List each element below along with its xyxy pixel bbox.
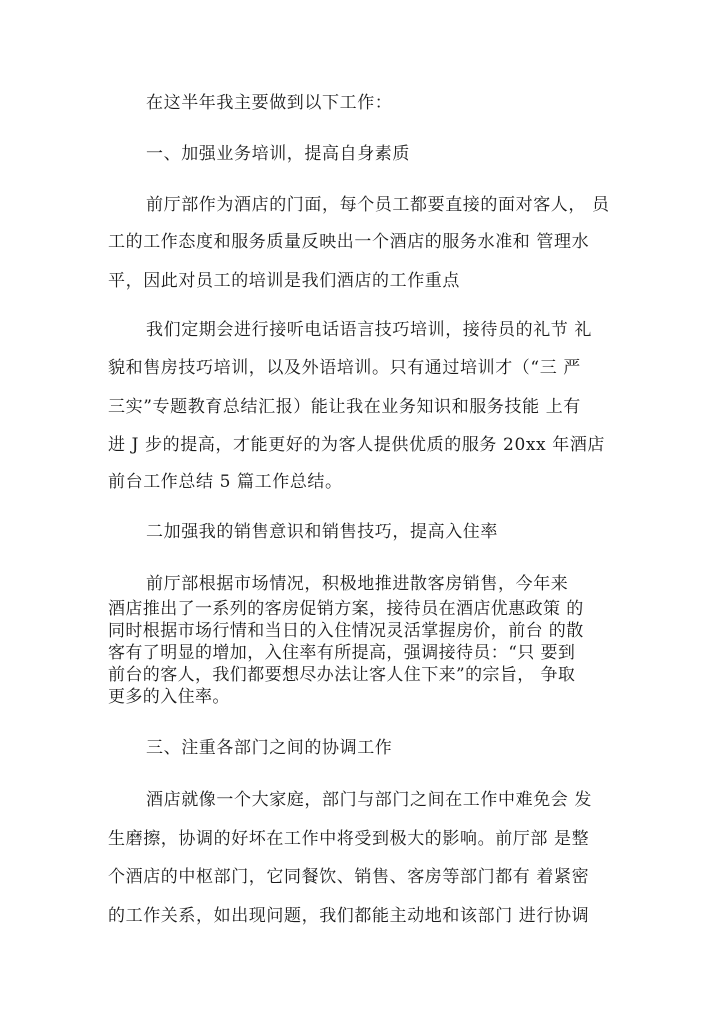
paragraph-2-line-4: 进 J 步的提高，才能更好的为客人提供优质的服务 20xx 年酒店 xyxy=(108,435,606,455)
paragraph-2-line-1: 我们定期会进行接听电话语言技巧培训，接待员的礼节 礼 xyxy=(146,320,593,340)
paragraph-4-line-4: 的工作关系，如出现问题，我们都能主动地和该部门 进行协调 xyxy=(108,906,590,926)
paragraph-1-line-1: 前厅部作为酒店的门面，每个员工都要直接的面对客人， 员 xyxy=(146,195,610,215)
section-heading-1: 一、加强业务培训，提高自身素质 xyxy=(146,144,410,164)
section-heading-3: 三、注重各部门之间的协调工作 xyxy=(146,738,393,758)
intro-line: 在这半年我主要做到以下工作： xyxy=(146,93,393,113)
paragraph-3-line-5: 前台的客人，我们都要想尽办法让客人住下来”的宗旨， 争取 xyxy=(108,665,576,685)
paragraph-1-line-2: 工的工作态度和服务质量反映出一个酒店的服务水准和 管理水 xyxy=(108,232,590,252)
paragraph-2-line-3: 三实”专题教育总结汇报）能让我在业务知识和服务技能 上有 xyxy=(108,397,581,417)
paragraph-3-line-1: 前厅部根据市场情况，积极地推进散客房销售，今年来 xyxy=(146,574,569,594)
section-heading-2: 二加强我的销售意识和销售技巧，提高入住率 xyxy=(146,522,498,542)
paragraph-3-body xyxy=(108,598,628,708)
paragraph-3-line-4: 客有了明显的增加，入住率有所提高，强调接待员：“只 要到 xyxy=(108,643,576,663)
paragraph-3-line-2: 酒店推出了一系列的客房促销方案，接待员在酒店优惠政策 的 xyxy=(108,599,584,619)
paragraph-4-line-3: 个酒店的中枢部门，它同餐饮、销售、客房等部门都有 着紧密 xyxy=(108,867,590,887)
paragraph-4-line-1: 酒店就像一个大家庭，部门与部门之间在工作中难免会 发 xyxy=(146,790,593,810)
paragraph-4-line-2: 生磨擦，协调的好坏在工作中将受到极大的影响。前厅部 是整 xyxy=(108,829,590,849)
paragraph-2-line-2: 貌和售房技巧培训，以及外语培训。只有通过培训才（“三 严 xyxy=(108,358,581,378)
paragraph-2-line-5: 前台工作总结 5 篇工作总结。 xyxy=(108,472,343,492)
paragraph-1-line-3: 平，因此对员工的培训是我们酒店的工作重点 xyxy=(108,271,460,291)
paragraph-3-line-3: 同时根据市场行情和当日的入住情况灵活掌握房价，前台 的散 xyxy=(108,621,584,641)
paragraph-3-line-6: 更多的入住率。 xyxy=(108,687,230,707)
